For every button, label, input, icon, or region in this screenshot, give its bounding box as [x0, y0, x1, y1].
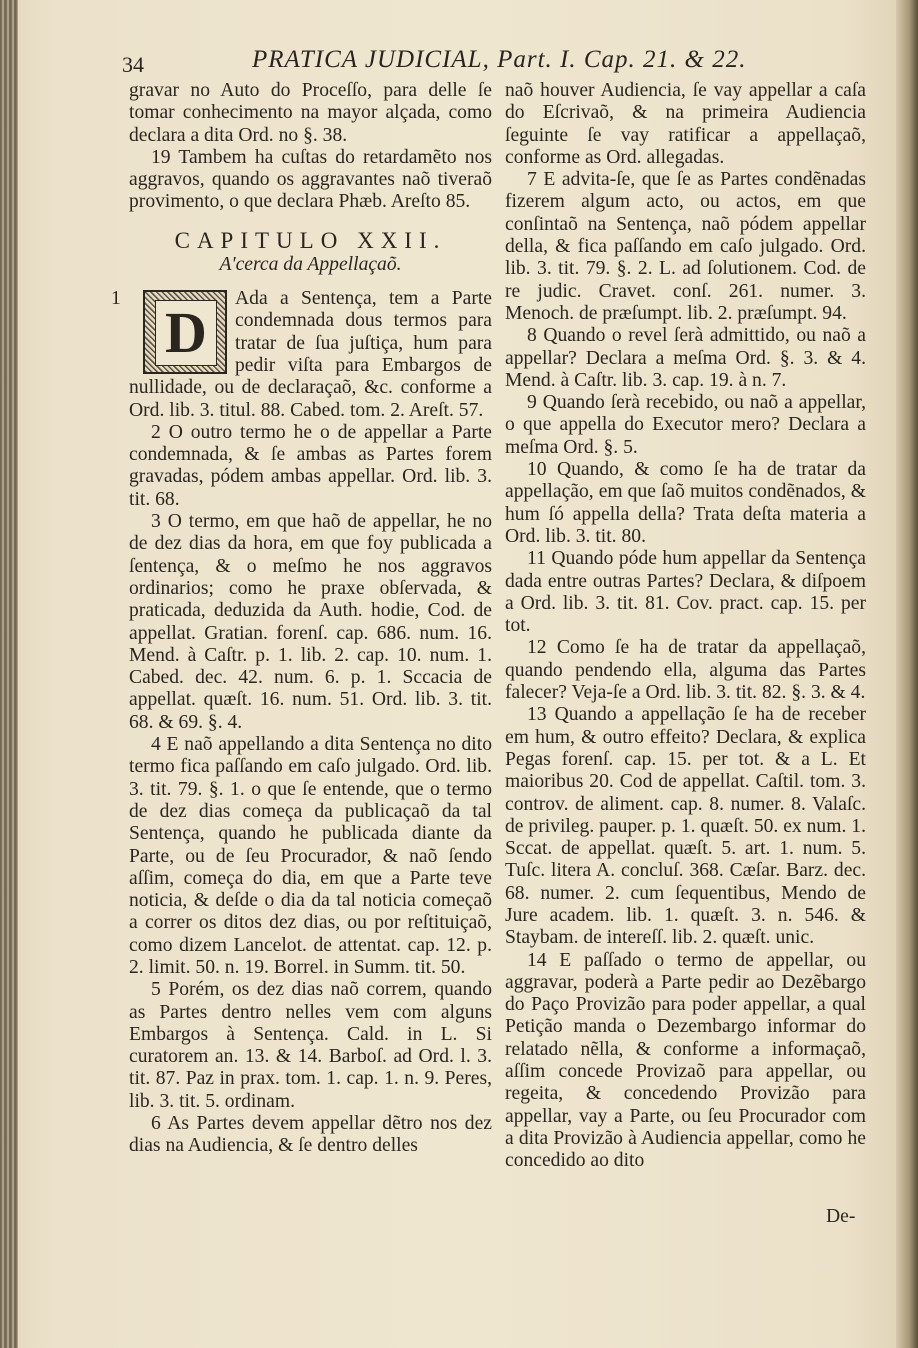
paragraph-2: 2 O outro termo he o de appellar a Parte condemnada, & ſe ambas as Partes forem gravadas, pódem ambas appellar. Ord. lib. 3. tit. 68.	[129, 421, 492, 510]
paragraph-1-block	[111, 288, 492, 422]
paragraph-14: 14 E paſſado o termo de appellar, ou aggravar, poderà a Parte pedir ao Dezẽbargo do Paço Provizão para poder appellar, a qual Petição manda o Dezembargo informar do relatado nẽlla, & conforme a informaçaõ, aſſim concede Provizaõ para appellar, ou regeita, & concedendo Provizão para appellar, vay a Parte, ou ſeu Procurador com a dita Provizão à Audiencia appellar, como he concedido ao dito	[505, 949, 866, 1172]
paragraph-5: 5 Porém, os dez dias naõ correm, quando as Partes dentro nelles vem com alguns Embargos à Sentença. Cald. in L. Si curatorem an. 13. & 14. Barboſ. ad Ord. l. 3. tit. 87. Paz in prax. tom. 1. cap. 1. n. 9. Peres, lib. 3. tit. 5. ordinam.	[129, 979, 492, 1112]
paragraph-6: 6 As Partes devem appellar dẽtro nos dez dias na Audiencia, & ſe dentro delles	[129, 1113, 492, 1157]
paragraph-9: 9 Quando ſerà recebido, ou naõ a appellar, o que appella do Executor mero? Declara a meſma Ord. §. 5.	[505, 392, 866, 458]
right-column	[505, 80, 866, 1173]
paragraph-11: 11 Quando póde hum appellar da Sentença dada entre outras Partes? Declara, & diſpoem a Ord. lib. 3. tit. 81. Cov. pract. cap. 15. per tot.	[505, 548, 866, 637]
chapter-heading: CAPITULO XXII.	[174, 227, 447, 253]
paragraph-1-number: 1	[111, 288, 121, 310]
running-title: PRATICA JUDICIAL, Part. I. Cap. 21. & 22.	[252, 46, 747, 73]
continued-paragraph-right: naõ houver Audiencia, ſe vay appellar a caſa do Eſcrivaõ, & na primeira Audiencia ſeguinte ſe vay ratificar a appellaçaõ, conforme as Ord. allegadas.	[505, 80, 866, 168]
paragraph-1: Ada a Sentença, tem a Parte condemnada dous termos para tratar de ſua juſtiça, hum para pedir viſta para Embargos de nullidade, ou de declaraçaõ, &c. conforme a Ord. lib. 3. titul. 88. Cabed. tom. 2. Areſt. 57.	[129, 288, 492, 421]
book-gutter	[0, 0, 18, 1348]
paragraph-7: 7 E advita-ſe, que ſe as Partes condẽnadas fizerem algum acto, ou actos, em que conſintaõ na Sentença, naõ pódem appellar della, & fica paſſando em caſo julgado. Ord. lib. 3. tit. 79. §. 2. L. ad ſolutionem. Cod. de re judic. Cravet. conſ. 261. numer. 3. Menoch. de præſumpt. lib. 2. præſumpt. 94.	[505, 169, 866, 324]
chapter-subtitle: A'cerca da Appellaçaõ.	[219, 253, 402, 275]
initial-letter: D	[155, 300, 217, 366]
paragraph-4: 4 E naõ appellando a dita Sentença no dito termo fica paſſando em caſo julgado. Ord. lib. 3. tit. 79. §. 1. o que ſe entende, que o termo de dez dias começa da publicaçaõ da tal Sentença, quando he publicada diante da Parte, ou de ſeu Procurador, & naõ ſendo aſſim, começa do dia, em que a Parte teve noticia, & deſde o dia da tal noticia começaõ a correr os ditos dez dias, ou por reſtituiçaõ, como dizem Lancelot. de attentat. cap. 12. p. 2. limit. 50. n. 19. Borrel. in Summ. tit. 50.	[129, 734, 492, 978]
continued-paragraph: gravar no Auto do Proceſſo, para delle ſe tomar conhecimento na mayor alçada, como declara a dita Ord. no §. 38.	[129, 80, 492, 146]
catchword: De-	[826, 1206, 856, 1227]
paragraph-13: 13 Quando a appellação ſe ha de receber em hum, & outro effeito? Declara, & explica Pegas forenſ. cap. 15. per tot. & a L. Et maioribus 20. Cod de appellat. Caſtil. tom. 3. controv. de aliment. cap. 8. numer. 8. Valaſc. de privileg. pauper. p. 1. quæſt. 50. ex num. 1. Sccat. de appellat. quæſt. 5. art. 1. num. 5. Tuſc. litera A. concluſ. 368. Cæſar. Barz. dec. 68. numer. 2. cum ſequentibus, Mendo de Jure academ. lib. 1. quæſt. 3. n. 546. & Staybam. de intereſſ. lib. 2. quæſt. unic.	[505, 704, 866, 949]
paragraph-10: 10 Quando, & como ſe ha de tratar da appellação, em que ſaõ muitos condẽnados, & hum ſó appella della? Trata deſta materia a Ord. lib. 3. tit. 80.	[505, 459, 866, 547]
paragraph-3: 3 O termo, em que haõ de appellar, he no de dez dias da hora, em que foy publicada a ſentença, & o meſmo he nos aggravos ordinarios; como he praxe obſervada, & praticada, deduzida da Auth. hodie, Cod. de appellat. Gratian. forenſ. cap. 686. num. 16. Mend. à Caſtr. p. 1. lib. 2. cap. 10. num. 1. Cabed. dec. 42. num. 6. p. 1. Sccacia de appellat. quæſt. 16. num. 51. Ord. lib. 3. tit. 68. & 69. §. 4.	[129, 511, 492, 733]
left-column	[111, 80, 492, 1158]
page-edge-shadow	[896, 0, 918, 1348]
paragraph-8: 8 Quando o revel ſerà admittido, ou naõ a appellar? Declara a meſma Ord. §. 3. & 4. Mend. à Caſtr. lib. 3. cap. 19. à n. 7.	[505, 325, 866, 391]
page-number: 34	[122, 52, 144, 77]
page-header	[122, 46, 862, 80]
paragraph-19: 19 Tambem ha cuſtas do retardamẽto nos aggravos, quando os aggravantes naõ tiveraõ provimento, o que declara Phæb. Areſto 85.	[129, 146, 492, 213]
ornamental-initial	[143, 290, 227, 374]
paragraph-12: 12 Como ſe ha de tratar da appellaçaõ, quando pendendo ella, alguma das Partes falecer? Veja-ſe a Ord. lib. 3. tit. 82. §. 3. & 4.	[505, 637, 866, 704]
